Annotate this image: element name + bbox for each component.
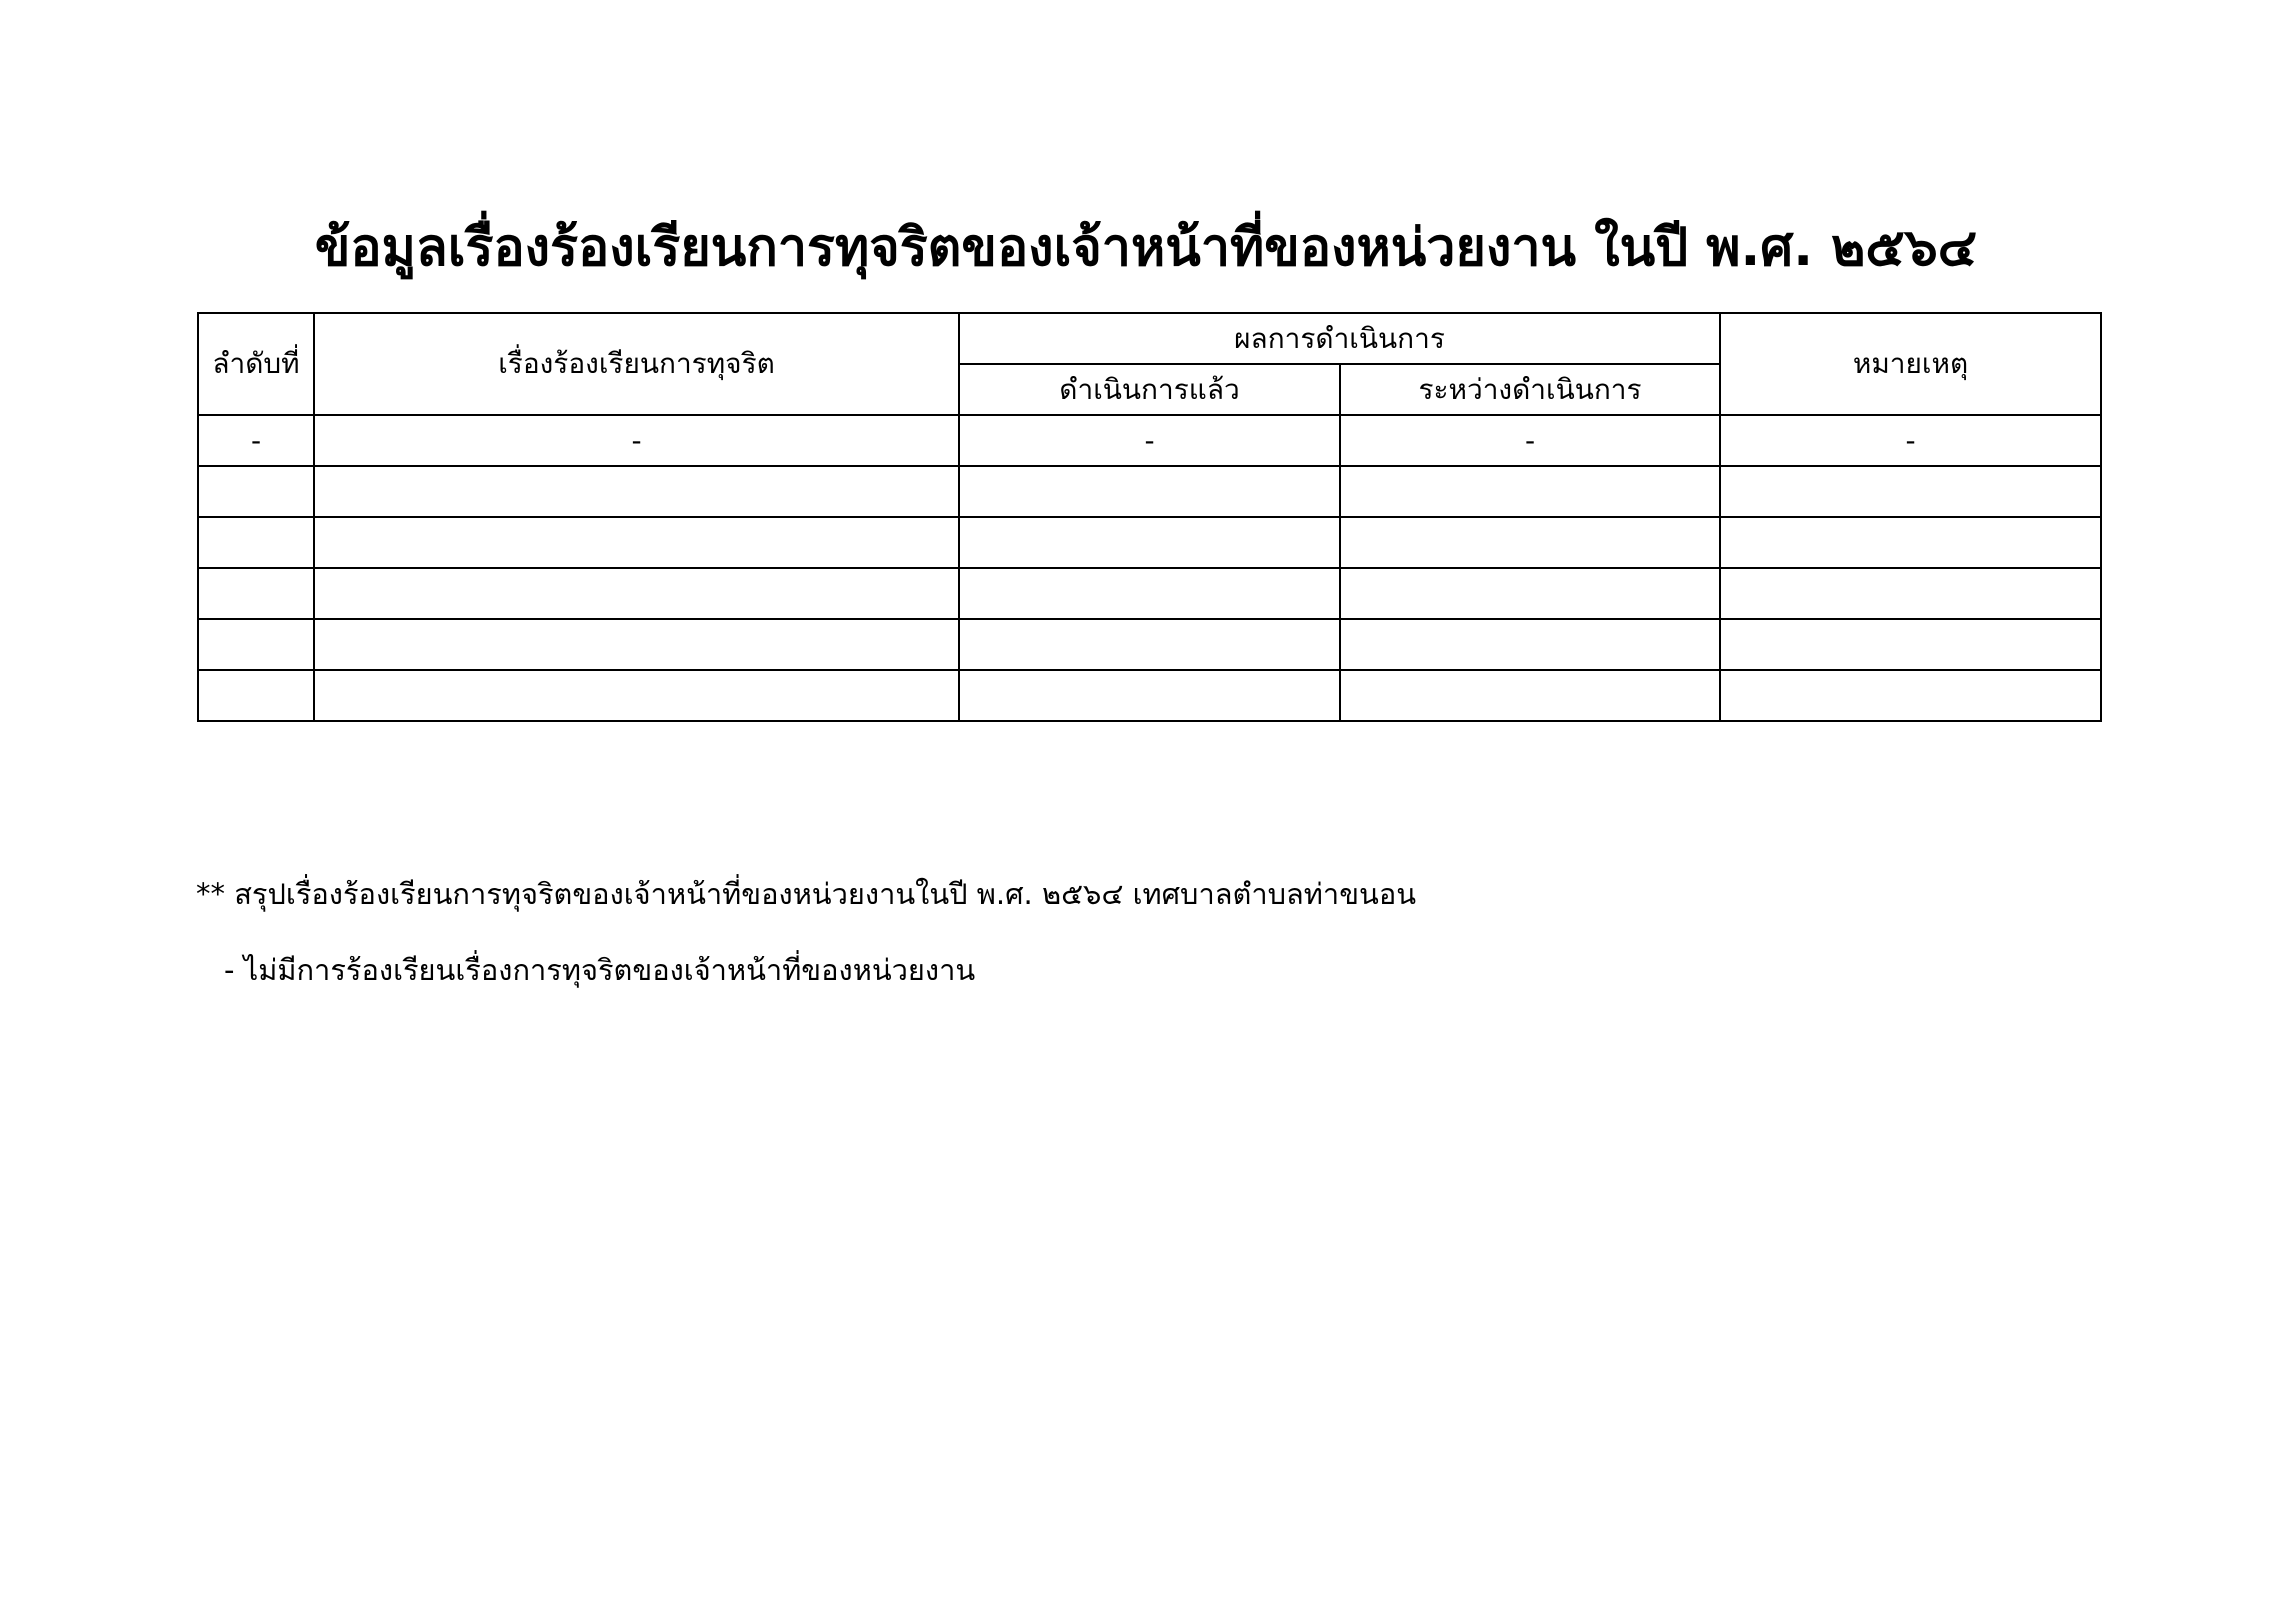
cell-order [198,619,314,670]
table-row [198,619,2101,670]
table-header-row [198,313,2101,364]
cell-in-progress [1340,568,1720,619]
document-title: ข้อมูลเรื่องร้องเรียนการทุจริตของเจ้าหน้าที่ของหน่วยงาน ในปี พ.ศ. ๒๕๖๔ [314,218,1978,278]
cell-subject [314,568,959,619]
cell-done [959,466,1340,517]
cell-remarks [1720,517,2101,568]
cell-done: - [959,415,1340,466]
cell-order [198,568,314,619]
cell-remarks: - [1720,415,2101,466]
header-order: ลำดับที่ [198,313,314,415]
cell-subject [314,517,959,568]
header-result: ผลการดำเนินการ [959,313,1720,364]
cell-subject [314,619,959,670]
cell-subject: - [314,415,959,466]
cell-remarks [1720,466,2101,517]
cell-in-progress [1340,619,1720,670]
cell-in-progress [1340,466,1720,517]
cell-subject [314,670,959,721]
cell-in-progress [1340,670,1720,721]
cell-done [959,568,1340,619]
cell-in-progress [1340,517,1720,568]
header-in-progress: ระหว่างดำเนินการ [1340,364,1720,415]
table-row [198,568,2101,619]
cell-order [198,517,314,568]
cell-done [959,670,1340,721]
cell-remarks [1720,619,2101,670]
header-done: ดำเนินการแล้ว [959,364,1340,415]
header-subject: เรื่องร้องเรียนการทุจริต [314,313,959,415]
cell-subject [314,466,959,517]
table-row [198,517,2101,568]
detail-note: - ไม่มีการร้องเรียนเรื่องการทุจริตของเจ้าหน้าที่ของหน่วยงาน [224,953,976,987]
cell-done [959,619,1340,670]
table-row [198,466,2101,517]
complaints-table [197,312,2102,722]
summary-note: ** สรุปเรื่องร้องเรียนการทุจริตของเจ้าหน้าที่ของหน่วยงานในปี พ.ศ. ๒๕๖๔ เทศบาลตำบลท่าขนอน [196,877,1417,911]
cell-order [198,670,314,721]
cell-order: - [198,415,314,466]
table-row [198,670,2101,721]
cell-remarks [1720,568,2101,619]
cell-remarks [1720,670,2101,721]
cell-order [198,466,314,517]
cell-done [959,517,1340,568]
cell-in-progress: - [1340,415,1720,466]
table-row [198,415,2101,466]
header-remarks: หมายเหตุ [1720,313,2101,415]
